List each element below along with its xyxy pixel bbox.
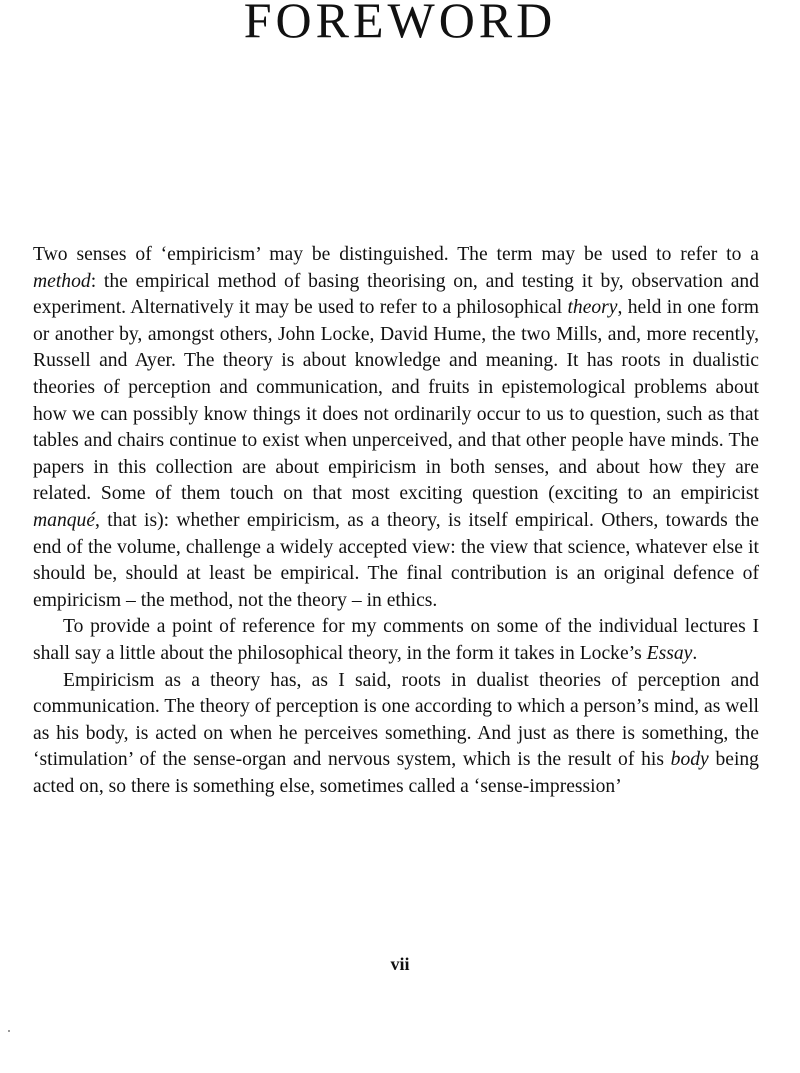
text-segment: Empiricism as a theory has, as I said, roots in dualist theories of perception and communication. The theory of perception is one according to which a person’s mind, as well as his body, is acted on when he perceives something. And just as there is something, the ‘stimulation’ of the sense-organ and nervous system, which is the result of his [33,669,759,771]
text-segment-italic: manqué [33,509,96,531]
text-segment: being acted on, so there is something else, sometimes called a ‘sense-impression’ [33,749,759,797]
text-segment: . [692,642,698,664]
paragraph-3 [33,668,759,801]
page-number: vii [390,954,410,974]
text-segment-italic: Essay [646,642,693,664]
body-text [33,242,759,800]
text-segment: To provide a point of reference for my comments on some of the individual lectures I shall say a little about the philosophical theory, in the form it takes in Locke’s [33,616,759,664]
paragraph-2 [33,614,759,667]
text-segment: , held in one form or another by, amongst others, John Locke, David Hume, the two Mills, and, more recently, Russell and Ayer. The theory is about knowledge and meaning. It has roots in dualistic theories of perception and communication, and fruits in epistemological problems about how we can possibly know things it does not ordinarily occur to us to question, such as that tables and chairs continue to exist when unperceived, and that other people have minds. The papers in this collection are about empiricism in both senses, and about how they are related. Some of them touch on that most exciting question (exciting to an empiricist [33,297,759,505]
text-segment-italic: method [33,270,91,292]
text-segment: Two senses of ‘empiricism’ may be distinguished. The term may be used to refer to a [33,244,759,265]
text-segment: : the empirical method of basing theorising on, and testing it by, observation and experiment. Alternatively it may be used to refer to a philosophical [33,270,759,319]
scan-speck [8,1030,10,1032]
paragraph-1 [33,242,759,614]
text-segment-italic: body [670,749,709,771]
page-title: FOREWORD [243,0,557,48]
text-segment-italic: theory [567,297,618,319]
text-segment: , that is): whether empiricism, as a theory, is itself empirical. Others, towards the end of the volume, challenge a widely accepted view: the view that science, whatever else it should be, should at least be empirical. The final contribution is an original defence of empiricism – the method, not the theory – in ethics. [33,509,759,611]
